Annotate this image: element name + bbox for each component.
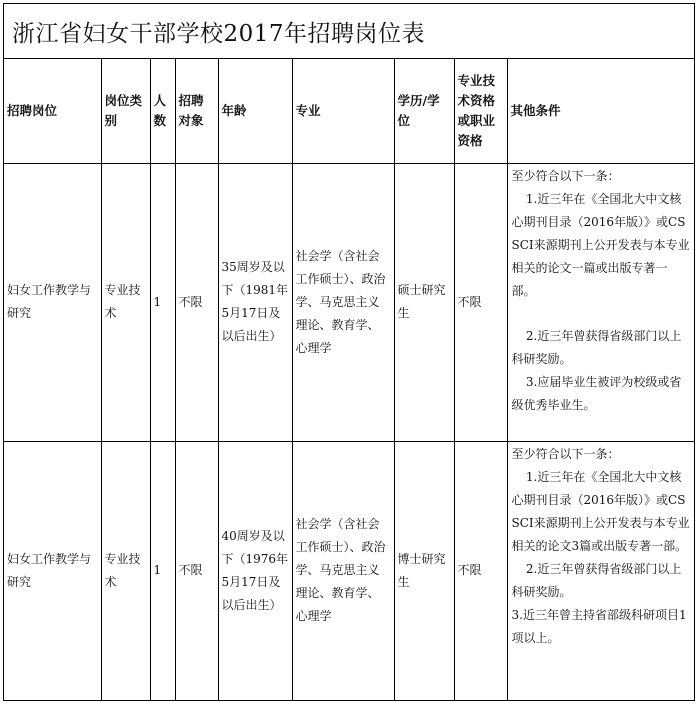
header-degree: 学历/学位	[394, 59, 454, 163]
cell-degree: 硕士研究生	[394, 163, 454, 441]
other-condition-1: 1.近三年在《全国北大中文核心期刊目录（2016年版）》或CSSCI来源期刊上公开发表与本专业相关的论文一篇或出版专著一部。	[511, 191, 690, 298]
header-category: 岗位类别	[101, 59, 150, 163]
cell-post: 妇女工作教学与研究	[4, 441, 101, 700]
other-condition-3: 3.近三年曾主持省部级科研项目1项以上。	[511, 607, 687, 645]
cell-target: 不限	[175, 163, 218, 441]
header-major: 专业	[292, 59, 394, 163]
cell-qualification: 不限	[454, 163, 507, 441]
cell-count: 1	[150, 441, 175, 700]
other-condition-3: 3.应届毕业生被评为校级或省级优秀毕业生。	[511, 374, 682, 412]
cell-major: 社会学（含社会工作硕士）、政治学、马克思主义理论、教育学、心理学	[292, 163, 394, 441]
cell-post: 妇女工作教学与研究	[4, 163, 101, 441]
cell-count: 1	[150, 163, 175, 441]
cell-other-conditions	[507, 163, 694, 441]
other-condition-2: 2.近三年曾获得省级部门以上科研奖励。	[511, 328, 682, 366]
cell-category: 专业技术	[101, 163, 150, 441]
header-count: 人数	[150, 59, 175, 163]
cell-category: 专业技术	[101, 441, 150, 700]
cell-other-conditions	[507, 441, 694, 700]
cell-qualification: 不限	[454, 441, 507, 700]
cell-major: 社会学（含社会工作硕士）、政治学、马克思主义理论、教育学、心理学	[292, 441, 394, 700]
header-other: 其他条件	[507, 59, 694, 163]
other-intro: 至少符合以下一条：	[511, 446, 620, 461]
table-header-row	[4, 59, 694, 163]
table-row	[4, 163, 694, 441]
cell-age: 35周岁及以下（1981年5月17日及以后出生）	[218, 163, 292, 441]
header-age: 年龄	[218, 59, 292, 163]
other-condition-1: 1.近三年在《全国北大中文核心期刊目录（2016年版）》或CSSCI来源期刊上公开发表与本专业相关的论文3篇或出版专著一部。	[511, 469, 690, 553]
header-target: 招聘对象	[175, 59, 218, 163]
page-title: 浙江省妇女干部学校2017年招聘岗位表	[4, 4, 694, 59]
header-post: 招聘岗位	[4, 59, 101, 163]
other-intro: 至少符合以下一条：	[511, 168, 620, 183]
cell-age: 40周岁及以下（1976年5月17日及以后出生）	[218, 441, 292, 700]
other-condition-2: 2.近三年曾获得省级部门以上科研奖励。	[511, 561, 682, 599]
header-qualification: 专业技术资格或职业资格	[454, 59, 507, 163]
positions-table	[4, 59, 694, 700]
recruitment-sheet	[3, 3, 695, 701]
cell-degree: 博士研究生	[394, 441, 454, 700]
table-row	[4, 441, 694, 700]
cell-target: 不限	[175, 441, 218, 700]
